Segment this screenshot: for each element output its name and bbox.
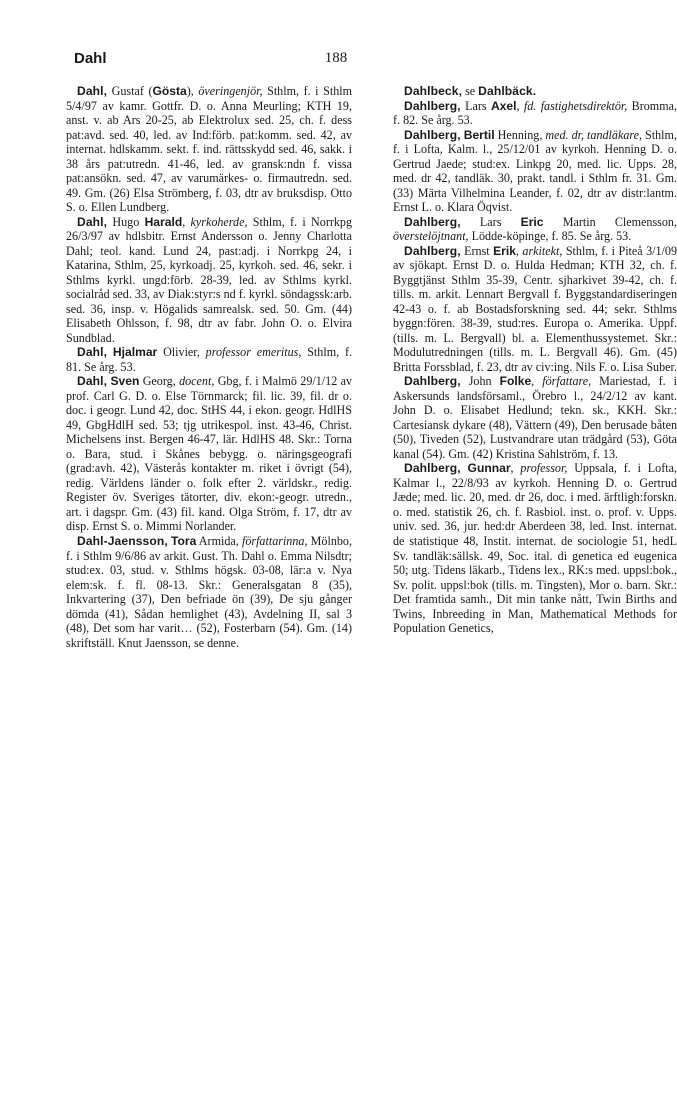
entry-prefix — [461, 461, 468, 475]
entry-headword: Dahlberg, — [404, 127, 461, 142]
entry-callname: Tora — [170, 533, 197, 548]
entry-mid: Henning, — [494, 127, 546, 142]
right-column — [393, 84, 677, 636]
entry-mid: , — [510, 461, 521, 476]
entry-body: Mariestad, f. i Askersunds landsförsaml., Örebro l., 24/2/12 av kant. John D. o. Elisabet Hedlund; tekn. sk., KKH. Skr.: Cartesiansk dykare (48), Vättern (49), Den berusade båten (50), Tiveden (52), Lustvandrare utan trädgård (53), Göta kanal (54). Gm. (42) Kristina Sahlström, f. 13. — [393, 374, 677, 461]
entry-callname: Harald — [144, 214, 183, 229]
entry — [393, 461, 677, 635]
entry-mid: , — [182, 214, 191, 229]
entry-title: arkitekt, — [522, 243, 563, 258]
entry-title: kyrkoherde, — [190, 214, 248, 229]
entry-prefix: John — [460, 374, 500, 389]
entry-headword: Dahl, — [77, 374, 108, 389]
entry-mid: Martin Clemensson, — [543, 214, 677, 229]
entry-prefix: Gustaf ( — [107, 84, 153, 98]
page-number: 188 — [324, 50, 348, 66]
entry-headword: Dahlberg, — [404, 374, 461, 389]
entry — [66, 84, 352, 215]
entry-mid: , — [516, 98, 524, 113]
entry-headword: Dahlberg, — [404, 214, 461, 229]
entry-title: med. dr, tandläkare, — [545, 127, 643, 142]
entry-body: Mölnbo, f. i Sthlm 9/6/86 av arkit. Gust. Th. Dahl o. Emma Nilsdtr; stud:ex. 03, stud. v. Sthlms högsk. 03-08, lär:a v. Nya elem:sk. f. fl. 08-13. Skr.: Generalsgatan 8 (35), Inkvartering (37), Den befriade ön (39), De sju gånger dömda (41), Sådan hemlighet (43), Avdelning II, sal 3 (48), Det som har varit… (52), Fosterbarn (54). Gm. (14) skriftställ. Knut Jaensson, se denne. — [66, 533, 352, 650]
entry — [66, 534, 352, 650]
entry-callname: Axel — [490, 98, 517, 113]
entry-callname: Gunnar — [467, 461, 511, 476]
entry-body: Uppsala, f. i Lofta, Kalmar l., 22/8/93 av kyrkoh. Henning D. o. Gertrud Jæde; med. lic. 20, med. dr 26, doc. i med. ärftligh:forskn. o. med. statistik 26, ch. f. Rasbiol. inst. o. prof. v. Upps. univ. sed. 36, jur. hed:dr Aberdeen 38, led. Inst. internat. de statistique 48, Instit. internat. de sociologie 51, hedL Sv. tandläk:sällsk. 49, Soc. ital. di genetica ed eugenica 50; utg. Tidens läkarb., Tidens lex., RK:s med. uppsl:bok., Sv. polit. uppsl:bok (tills. m. Tingsten), Mor o. barn. Skr.: Det framtida samh., Dit min tanke nått, Twin Births and Twins, Inbreeding in Man, Mathematical Methods for Population Genetics, — [393, 461, 677, 636]
entry-mid: , — [515, 243, 523, 258]
entry-headword: Dahl-Jaensson, — [77, 533, 168, 548]
left-column — [66, 84, 352, 650]
entry-mid: Olivier, — [157, 345, 206, 360]
entry-title: författarinna, — [241, 533, 308, 548]
entry-body: Sthlm, f. 81. Se årg. 53. — [66, 345, 352, 374]
entry-title: författare, — [542, 374, 592, 389]
entry-headword: Dahlberg, — [404, 461, 461, 476]
entry-body: Lödde-köpinge, f. 85. Se årg. 53. — [468, 229, 632, 244]
entry — [393, 215, 677, 244]
entry-callname: Folke — [499, 374, 532, 389]
entry — [393, 99, 677, 128]
entry-body: Bromma, f. 82. Se årg. 53. — [393, 98, 677, 128]
entry — [393, 128, 677, 215]
entry-callname: Hjalmar — [112, 345, 158, 360]
entry — [393, 374, 677, 461]
entry-callname: Sven — [110, 374, 140, 389]
entry-mid: Georg, — [139, 374, 180, 389]
entry — [393, 84, 677, 99]
entry-title: överingenjör, — [198, 84, 263, 98]
entry-mid: , — [531, 374, 543, 389]
entry-title: professor, — [520, 461, 568, 476]
running-head: Dahl — [74, 50, 107, 67]
page-header — [0, 50, 672, 74]
entry-headword: Dahlbeck, — [404, 84, 463, 98]
entry-headword: Dahlberg, — [404, 243, 461, 258]
entry-title: docent, — [179, 374, 215, 389]
entry-body: Gbg, f. i Malmö 29/1/12 av prof. Carl G. D. o. Else Törnmarck; fil. lic. 39, fil. dr o. doc. i geogr. Lund 42, doc. StHS 44, i ekon. geogr. HdlHS 49, GbgHdlH sed. 53; tjg utrikespol. inst. 43-46, Christ. Michelsens inst. Bergen 46-47, lär. HdlHS 48. Skr.: Torna o. Bara, stud. i Skånes bebygg. o. näringsgeografi (grad:avh. 42), Västerås kontakter m. riket i övrigt (54), redig. Världens länder o. folk efter 2. världskr., redig. Register öv. Sveriges tätorter, div. ekon:-geogr. utredn., art. i dagspr. Gm. (43) fil. kand. Olga Ström, f. 17, dtr av disp. Ernst S. o. Mimmi Norlander. — [66, 374, 352, 534]
entry-prefix: Lars — [460, 98, 491, 113]
entry-callname: Eric — [520, 214, 544, 229]
entry — [66, 215, 352, 346]
entry-prefix: Hugo — [107, 214, 145, 229]
entry-prefix: se — [462, 84, 479, 98]
entry-headword: Dahl, — [77, 214, 108, 229]
entry-headword: Dahlberg, — [404, 98, 461, 113]
entry-title: professor emeritus, — [205, 345, 302, 360]
entry-callname: Erik — [493, 243, 516, 258]
entry-callname: Bertil — [463, 127, 495, 142]
entry-mid: Armida, — [196, 533, 242, 548]
entry-title: fd. fastighetsdirektör, — [523, 98, 628, 113]
entry-prefix: Lars — [460, 214, 521, 229]
entry-prefix: Ernst — [460, 243, 494, 258]
entry-callname: Dahlbäck. — [478, 84, 537, 98]
entry-headword: Dahl, — [77, 84, 108, 98]
entry-body: Sthlm, f. i Norrkpg 26/3/97 av hdlsbitr. Ernst Andersson o. Jenny Charlotta Dahl; teol. kand. Lund 24, past:adj. i Norrkpg 24, i Katarina, Sthlm, 25, kyrkoadj. 25, kyrkoh. sed. 46, sekr. i Sthlms kyrkl. ungd:förb. 28-39, led. av Sthlms kyrkl. socialråd sed. 33, av Diak:styr:s nd f. kyrkl. söndagssk:arb. sed. 36, insp. v. Högalids samrealsk. sed. 50. Gm. (44) Elisabeth Ohlsson, f. 98, dtr av fabr. John O. o. Elvira Sundblad. — [66, 214, 353, 345]
entry-title: överstelöjtnant, — [393, 229, 469, 244]
entry-body: Sthlm, f. i Piteå 3/1/09 av sjökapt. Ernst D. o. Hulda Hedman; KTH 32, ch. f. Byggtjänst Sthlm 35-39, Centr. sjharkivet 39-42, ch. f. tills. m. arkit. Lennart Bergvall f. Byggstandardiseringen 42-43 o. f. ab Bostadsforskning sed. 44; sekr. Sthlms byggn:fören. 38-39, stud:res. Europa o. Amerika. Uppf. (tills. m. L. Bergvall) bl. a. Elementhussystemet. Skr.: Modulutredningen (tills. m. L. Bergvall 46). Gm. (45) Britta Forssblad, f. 23, dtr av civ:ing. Nils F. o. Lisa Suber. — [393, 243, 677, 374]
entry-callname: Gösta — [152, 84, 187, 98]
entry-body: Sthlm, f. i Sthlm 5/4/97 av kamr. Gottfr. D. o. Anna Meurling; KTH 19, anst. v. ab Ars 20-25, ab Elektrolux sed. 25, ch. f. dess pat:avd. sed. 40, led. av Ind:förb. pat:komm. sed. 42, av internat. hdlskamm. sekt. f. ind. rättsskydd sed. 46, sakk. i 38 års pat:utredn. 41-46, led. av gransk:ndn f. vissa pat:ansökn. sed. 47, av varumärkes- o. firmautredn. sed. 49. Gm. (26) Elsa Strömberg, f. 03, dtr av bruksdisp. Otto S. o. Ellen Lundberg. — [66, 84, 353, 215]
entry-mid: ), — [186, 84, 199, 98]
entry — [66, 374, 352, 534]
entry — [393, 244, 677, 375]
entry — [66, 345, 352, 374]
entry-headword: Dahl, — [77, 345, 108, 360]
entry-body: Sthlm, f. i Lofta, Kalm. l., 25/12/01 av kyrkoh. Henning D. o. Gertrud Jaede; stud:ex. Linkpg 20, med. lic. Upps. 28, med. dr 42, tandläk. 30, prakt. tandl. i Sthlm fr. 31. Gm. (33) Märta Vilhelmina Leander, f. 02, dtr av distr:lantm. Ernst L. o. Klara Öqvist. — [393, 127, 677, 215]
